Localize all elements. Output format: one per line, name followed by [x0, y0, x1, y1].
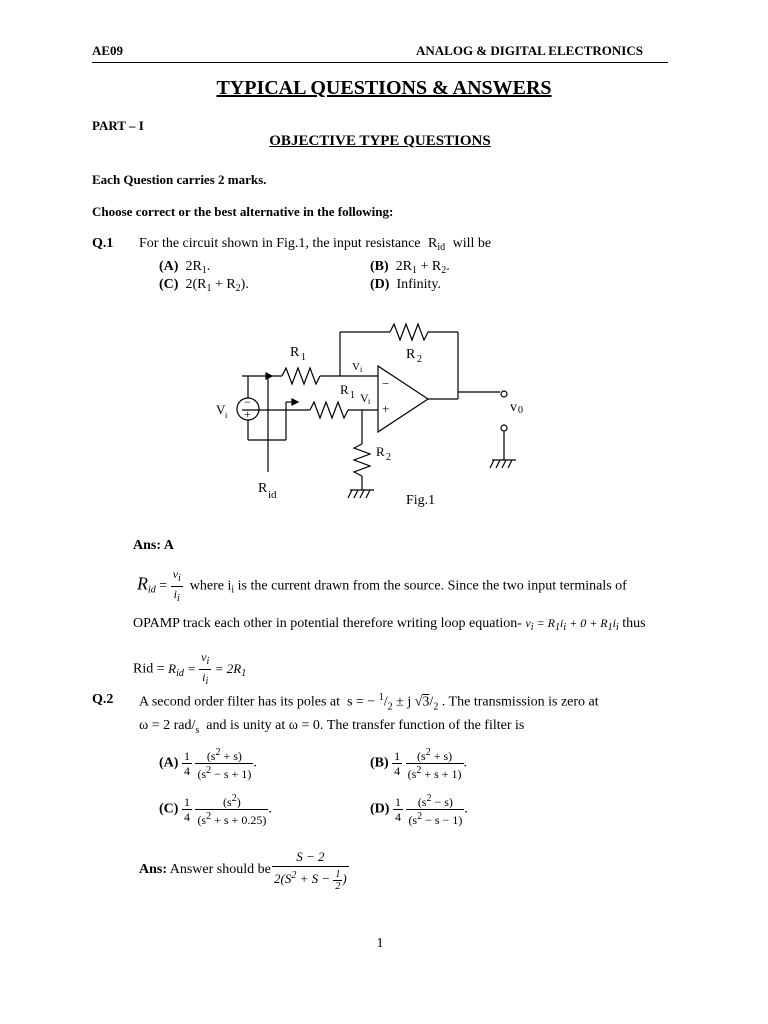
- fig-label-r1-top: R: [290, 345, 300, 360]
- section-title: OBJECTIVE TYPE QUESTIONS: [269, 133, 491, 149]
- q1-answer: Ans: A: [133, 538, 174, 553]
- fig-label-vi-top: V: [352, 361, 360, 373]
- header-right: ANALOG & DIGITAL ELECTRONICS: [416, 43, 643, 58]
- q1-expl-line2: OPAMP track each other in potential therefore writing loop equation- $v_i = R_1i_i + 0 + R_1i_i$ thus: [133, 616, 646, 633]
- svg-text:i: i: [360, 365, 363, 374]
- part-label: PART – I: [92, 118, 144, 133]
- fig-label-source: V: [216, 402, 226, 417]
- q1-stem: For the circuit shown in Fig.1, the input resistance $R_{id}$ will be: [139, 236, 492, 253]
- q1-option-c: (C) $2(R_1 + R_2)$.: [159, 277, 249, 294]
- q2-option-d: (D) $\frac{1}{4}$ $\frac{(s^2 - s)}{(s^2 - s - 1)}$ .: [370, 793, 468, 827]
- header-left: AE09: [92, 43, 124, 58]
- q2-stem-line2: ω = 2 rad/$_s$ and is unity at ω = 0. The transfer function of the filter is: [139, 718, 525, 736]
- q2-answer-formula: S − 2 $2(S^2 + S$ − $\frac{1}{2}$ ): [274, 849, 347, 892]
- q1-option-a: (A) $2R_1$.: [159, 259, 211, 276]
- svg-text:0: 0: [518, 405, 523, 416]
- svg-text:i: i: [225, 411, 228, 420]
- q2-option-a: (A) $\frac{1}{4}$ $\frac{(s^2 + s)}{(s^2 - s + 1)}$ .: [159, 747, 257, 781]
- svg-text:2: 2: [417, 354, 422, 365]
- q2-option-c: (C) $\frac{1}{4}$ $\frac{(s^2)}{(s^2 + s + 0.25)}$ .: [159, 793, 272, 827]
- q2-answer: Ans: Answer should be: [139, 862, 271, 877]
- svg-text:−: −: [244, 395, 251, 409]
- header-rule: [92, 62, 668, 63]
- svg-text:1: 1: [301, 352, 306, 363]
- q1-expl-line1: $R_{id}$ = $\frac{v_i}{i_i}$ where $i_i$ is the current drawn from the source. Since the two input terminals of: [137, 567, 627, 604]
- q1-option-d: (D) Infinity.: [370, 277, 442, 292]
- fig-label-vi-mid: V: [360, 391, 369, 405]
- marks-note: Each Question carries 2 marks.: [92, 172, 267, 187]
- page-title: TYPICAL QUESTIONS & ANSWERS: [216, 77, 552, 99]
- svg-text:+: +: [244, 407, 251, 421]
- q1-number: Q.1: [92, 236, 114, 251]
- fig-minus: −: [382, 376, 390, 391]
- page-number: 1: [376, 936, 384, 951]
- fig-plus: +: [382, 401, 390, 416]
- fig-caption: Fig.1: [406, 493, 436, 508]
- q2-stem: A second order filter has its poles at s = − $^1/_2 \pm j$ $√3/_2$ . The transmission is zero at: [139, 692, 599, 713]
- q2-number: Q.2: [92, 692, 114, 707]
- instruction: Choose correct or the best alternative in the following:: [92, 204, 394, 219]
- svg-text:id: id: [268, 489, 277, 501]
- q1-option-b: (B) $2R_1 + R_2$.: [370, 259, 450, 276]
- fig-label-rid: R: [258, 481, 268, 496]
- q2-option-b: (B) $\frac{1}{4}$ $\frac{(s^2 + s)}{(s^2 + s + 1)}$ .: [370, 747, 468, 781]
- svg-text:1: 1: [350, 390, 355, 401]
- fig-label-r1-mid: R: [340, 382, 349, 397]
- fig1-circuit: [210, 312, 540, 512]
- fig-label-out: v: [510, 400, 517, 415]
- fig-label-r2-bot: R: [376, 444, 385, 459]
- svg-text:2: 2: [386, 452, 391, 463]
- svg-text:i: i: [368, 397, 371, 406]
- q1-expl-line3: Rid = $R_{id}$ = $\frac{v_i}{i_i}$ = $2R_1$: [133, 650, 247, 687]
- fig-label-r2-top: R: [406, 347, 416, 362]
